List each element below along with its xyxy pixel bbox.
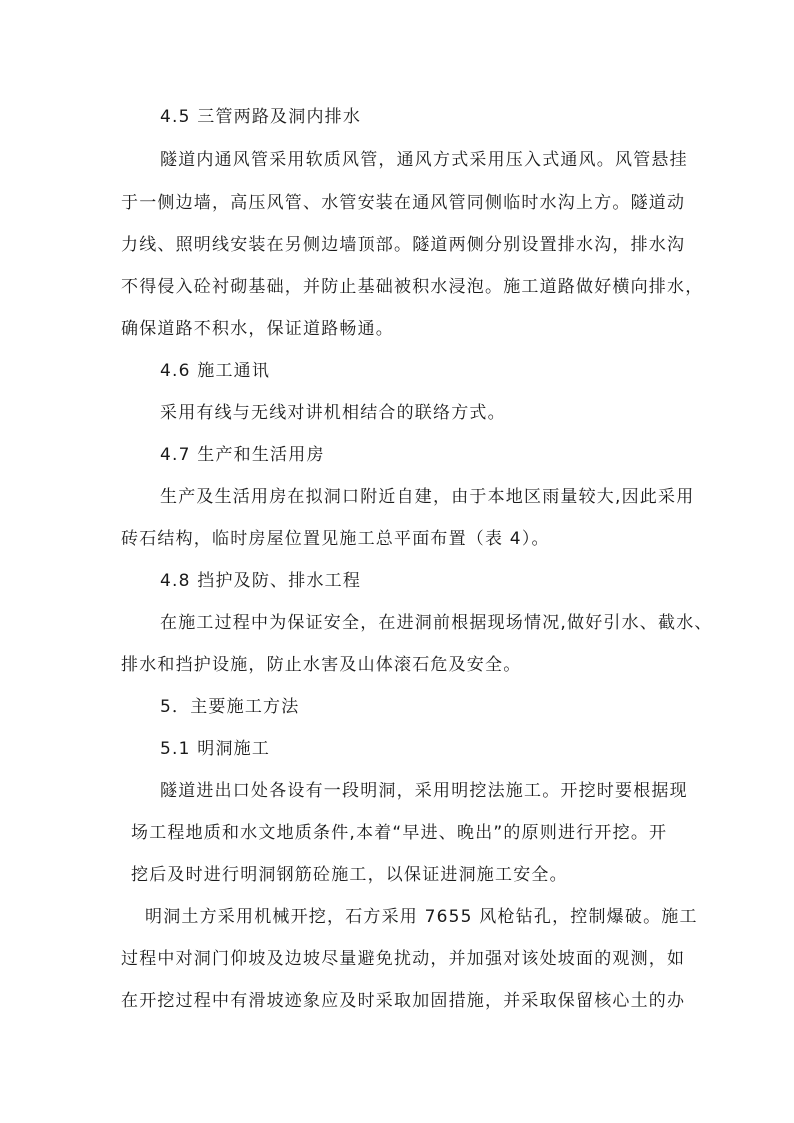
paragraph-line: 排水和挡护设施，防止水害及山体滚石危及安全。 bbox=[121, 655, 522, 675]
heading-4-5: 4.5 三管两路及洞内排水 bbox=[160, 107, 362, 127]
heading-4-7: 4.7 生产和生活用房 bbox=[160, 445, 325, 465]
paragraph-line: 隧道内通风管采用软质风管，通风方式采用压入式通风。风管悬挂 bbox=[160, 150, 688, 170]
paragraph-line: 不得侵入砼衬砌基础，并防止基础被积水浸泡。施工道路做好横向排水， bbox=[121, 277, 704, 297]
paragraph-line: 于一侧边墙，高压风管、水管安装在通风管同侧临时水沟上方。隧道动 bbox=[121, 193, 686, 213]
paragraph-line: 过程中对洞门仰坡及边坡尽量避免扰动，并加强对该处坡面的观测，如 bbox=[121, 949, 686, 969]
paragraph-line: 挖后及时进行明洞钢筋砼施工，以保证进洞施工安全。 bbox=[131, 865, 568, 885]
paragraph-line: 采用有线与无线对讲机相结合的联络方式。 bbox=[160, 403, 506, 423]
paragraph-line: 在施工过程中为保证安全，在进洞前根据现场情况,做好引水、截水、 bbox=[160, 613, 713, 633]
paragraph-line: 力线、照明线安装在另侧边墙顶部。隧道两侧分别设置排水沟，排水沟 bbox=[121, 235, 686, 255]
paragraph-line: 确保道路不积水，保证道路畅通。 bbox=[121, 319, 394, 339]
heading-5-1: 5.1 明洞施工 bbox=[160, 739, 271, 759]
heading-4-6: 4.6 施工通讯 bbox=[160, 361, 271, 381]
paragraph-line: 明洞土方采用机械开挖，石方采用 7655 风枪钻孔，控制爆破。施工 bbox=[145, 907, 698, 927]
paragraph-line: 生产及生活用房在拟洞口附近自建，由于本地区雨量较大,因此采用 bbox=[160, 487, 695, 507]
paragraph-line: 隧道进出口处各设有一段明洞，采用明挖法施工。开挖时要根据现 bbox=[160, 781, 688, 801]
paragraph-line: 砖石结构，临时房屋位置见施工总平面布置（表 4）。 bbox=[121, 529, 550, 549]
heading-5: 5．主要施工方法 bbox=[160, 697, 300, 717]
paragraph-line: 在开挖过程中有滑坡迹象应及时采取加固措施，并采取保留核心土的办 bbox=[121, 991, 686, 1011]
heading-4-8: 4.8 挡护及防、排水工程 bbox=[160, 571, 362, 591]
paragraph-line: 场工程地质和水文地质条件,本着“早进、晚出”的原则进行开挖。开 bbox=[131, 823, 668, 843]
